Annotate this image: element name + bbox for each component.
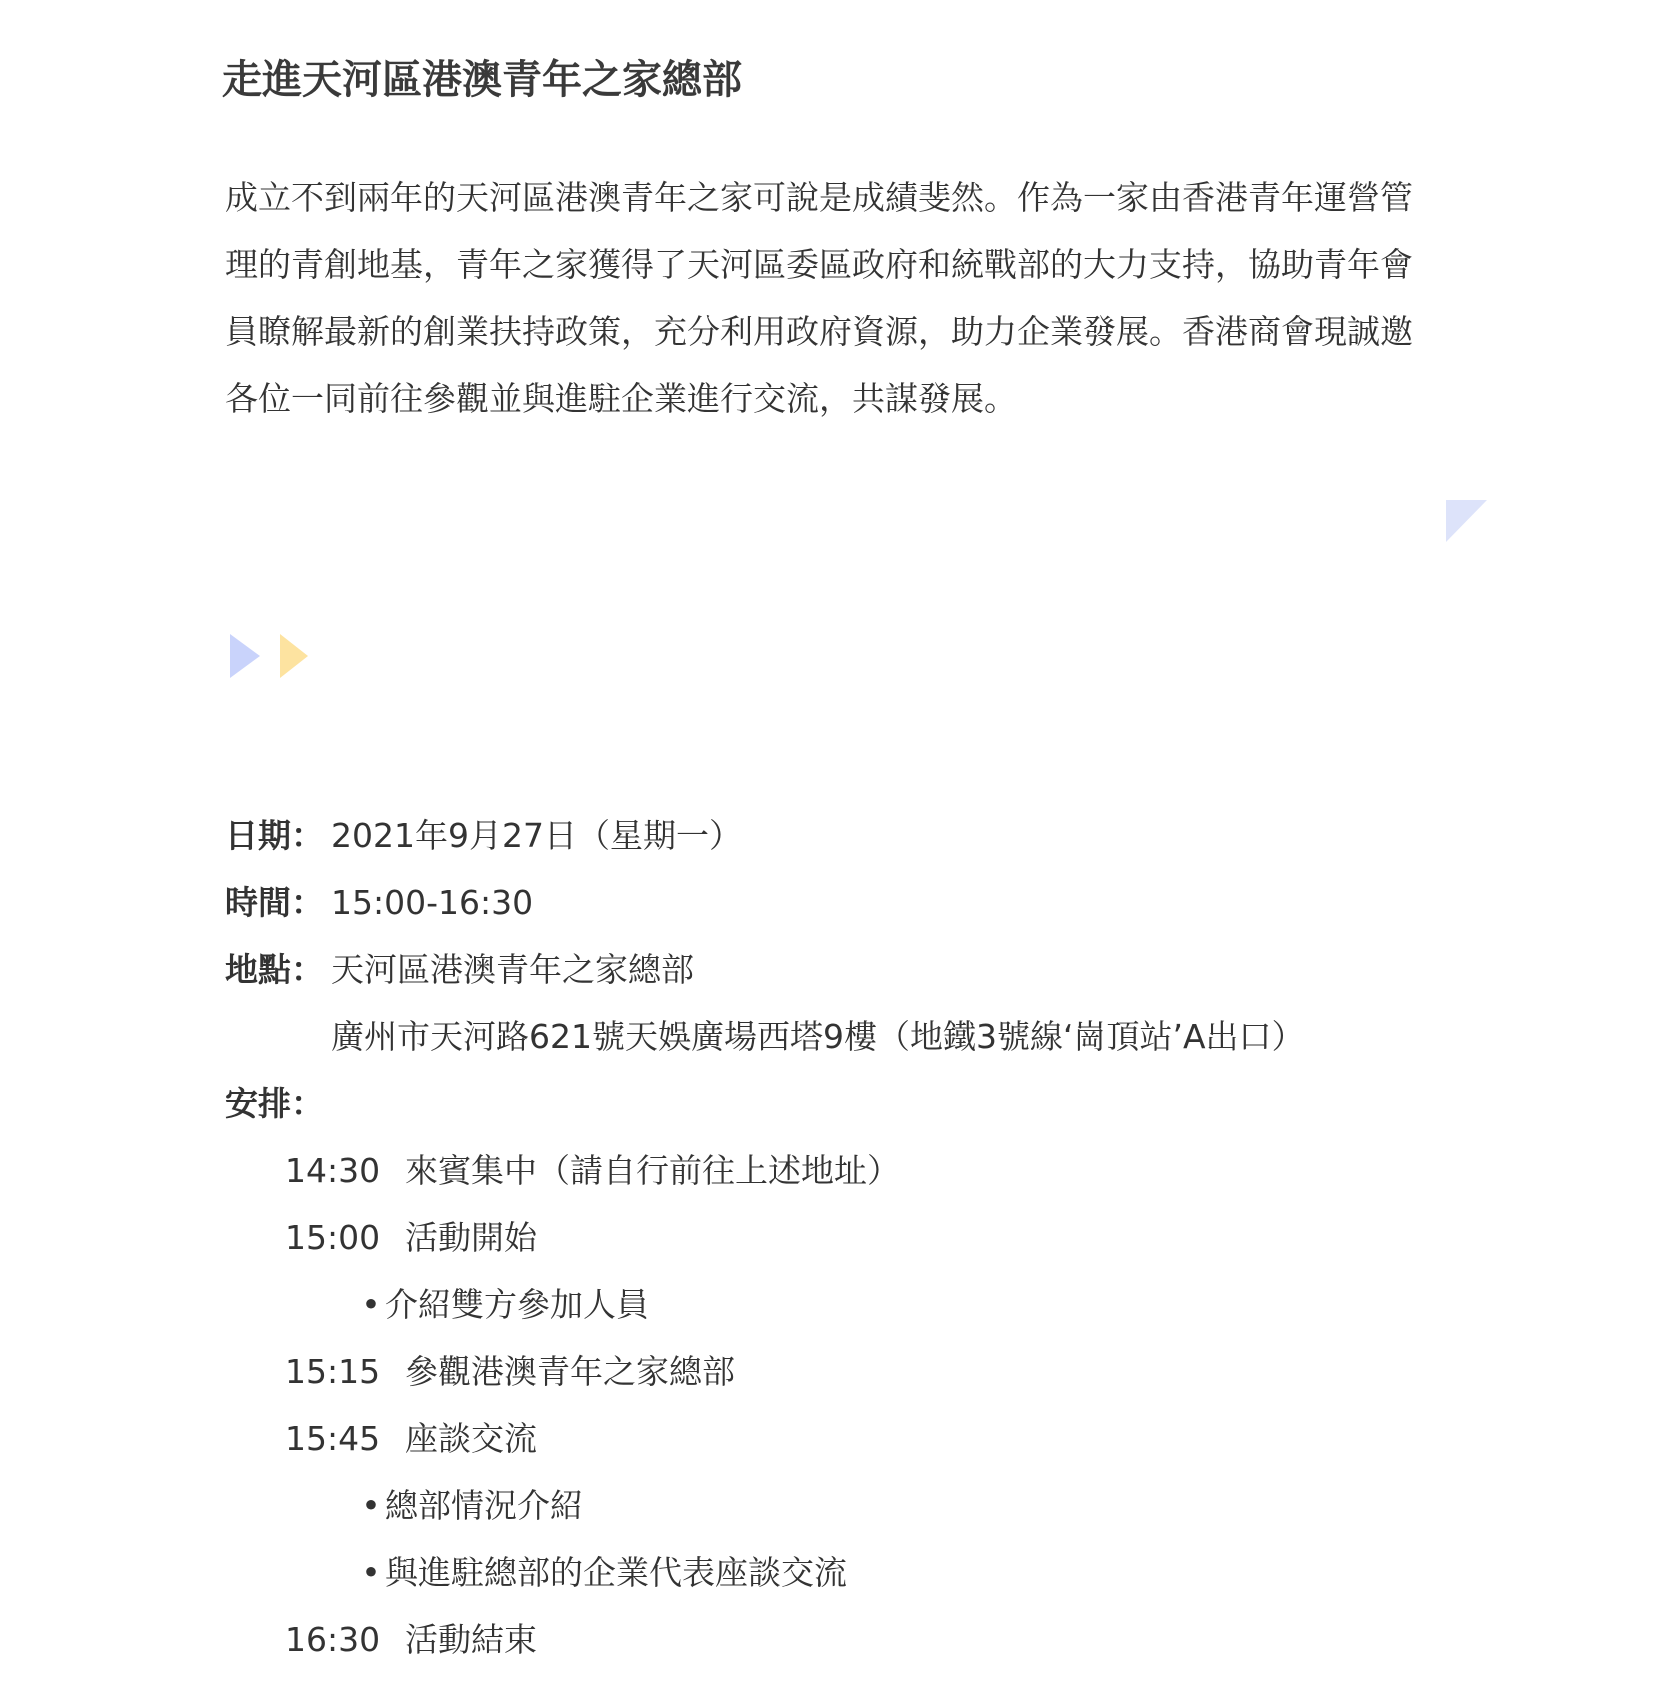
schedule-row: [225, 1070, 1475, 1137]
play-arrow-blue-icon: [230, 634, 260, 678]
schedule-label: 安排：: [225, 1084, 324, 1123]
schedule-time: 16:30: [285, 1620, 381, 1659]
arrow-pair-decoration: [230, 634, 312, 678]
corner-triangle-shape: [1446, 500, 1487, 542]
schedule-text: 座談交流: [405, 1419, 537, 1458]
schedule-subitem-text: 與進駐總部的企業代表座談交流: [385, 1553, 847, 1592]
venue-label: 地點：: [225, 950, 324, 989]
schedule-item: [225, 1338, 1475, 1405]
schedule-time: 15:00: [285, 1218, 381, 1257]
time-value: 15:00-16:30: [331, 883, 534, 922]
venue-value: 天河區港澳青年之家總部: [331, 950, 694, 989]
page-title: 走進天河區港澳青年之家總部: [222, 57, 742, 103]
schedule-time: 15:45: [285, 1419, 381, 1458]
schedule-item: [225, 1204, 1475, 1271]
schedule-text: 活動結束: [405, 1620, 537, 1659]
schedule-text: 參觀港澳青年之家總部: [405, 1352, 735, 1391]
venue-row: [225, 936, 1475, 1003]
event-info: [225, 802, 1475, 1673]
play-arrow-yellow-icon: [280, 634, 308, 678]
schedule-subitem-text: 總部情況介紹: [385, 1486, 583, 1525]
corner-triangle-icon: [1446, 500, 1487, 542]
time-row: [225, 869, 1475, 936]
schedule-list: [225, 1137, 1475, 1673]
time-label: 時間：: [225, 883, 324, 922]
intro-paragraph: 成立不到兩年的天河區港澳青年之家可說是成績斐然。作為一家由香港青年運營管理的青創地基，青年之家獲得了天河區委區政府和統戰部的大力支持，協助青年會員瞭解最新的創業扶持政策，充分利用政府資源，助力企業發展。香港商會現誠邀各位一同前往參觀並與進駐企業進行交流，共謀發展。: [225, 178, 1413, 418]
schedule-item: [225, 1606, 1475, 1673]
schedule-item: [225, 1137, 1475, 1204]
date-row: [225, 802, 1475, 869]
venue-address: 廣州市天河路621號天娛廣場西塔9樓（地鐵3號線‘崗頂站’A出口）: [331, 1017, 1305, 1056]
schedule-time: 14:30: [285, 1151, 381, 1190]
bullet-icon: •: [361, 1285, 381, 1324]
schedule-subitem: [225, 1472, 1475, 1539]
bullet-icon: •: [361, 1553, 381, 1592]
schedule-text: 活動開始: [405, 1218, 537, 1257]
bullet-icon: •: [361, 1486, 381, 1525]
date-value: 2021年9月27日（星期一）: [331, 816, 742, 855]
schedule-subitem: [225, 1539, 1475, 1606]
schedule-time: 15:15: [285, 1352, 381, 1391]
schedule-item: [225, 1405, 1475, 1472]
schedule-text: 來賓集中（請自行前往上述地址）: [405, 1151, 900, 1190]
schedule-subitem: [225, 1271, 1475, 1338]
schedule-subitem-text: 介紹雙方參加人員: [385, 1285, 649, 1324]
date-label: 日期：: [225, 816, 324, 855]
